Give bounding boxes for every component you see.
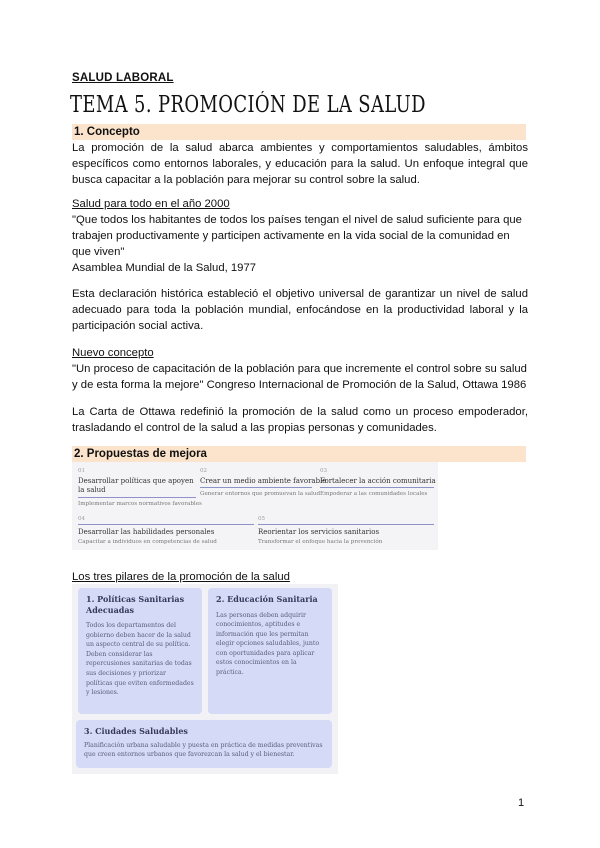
proposal-number: 04 [78,516,85,522]
pillar-card-politicas [78,588,202,714]
pillar-title: 2. Educación Sanitaria [216,594,318,604]
subheading-tres-pilares: Los tres pilares de la promoción de la salud [72,571,290,583]
pillar-body: Las personas deben adquirir conocimientos, aptitudes e información que les permitan elegir opciones saludables, junto con oportunidades para aplicar estos conocimientos en la práctica. [216,611,320,677]
proposal-number: 02 [200,468,207,474]
page-number: 1 [518,797,525,809]
section-heading-concepto: 1. Concepto [72,124,526,140]
proposal-item [320,468,434,497]
proposal-number: 01 [78,468,85,474]
proposal-title: Desarrollar las habilidades personales [78,528,215,536]
course-overline: SALUD LABORAL [72,72,174,84]
proposal-title: Reorientar los servicios sanitarios [258,528,380,536]
proposal-description: Implementar marcos normativos favorables [78,501,202,507]
subheading-salud-2000: Salud para todo en el año 2000 [72,198,230,210]
subheading-nuevo-concepto: Nuevo concepto [72,347,154,359]
section-heading-propuestas: 2. Propuestas de mejora [72,446,526,462]
proposal-description: Capacitar a individuos en competencias de salud [78,539,217,545]
proposal-divider [78,524,254,525]
proposal-item [258,516,434,545]
proposal-title: Crear un medio ambiente favorable [200,477,327,485]
proposal-number: 03 [320,468,327,474]
pillars-panel [72,584,338,774]
proposal-title: Desarrollar políticas que apoyen la salud [78,477,194,494]
proposals-panel [72,462,438,550]
proposal-item [78,468,202,507]
pillar-card-ciudades [76,720,332,768]
pillar-card-educacion [208,588,332,714]
page-title: TEMA 5. PROMOCIÓN DE LA SALUD [70,92,426,118]
pillar-body: Planificación urbana saludable y puesta en práctica de medidas preventivas que creen entornos urbanos que favorezcan la salud y el bienestar. [84,741,323,759]
quote-nuevo-concepto: "Un proceso de capacitación de la población para que incremente el control sobre su salud y de esta forma la mejore" Congreso Internacional de Promoción de la Salud, Ottawa 1986 [72,363,527,392]
quote-source-1977: Asamblea Mundial de la Salud, 1977 [72,262,257,274]
proposal-description: Generar entornos que promuevan la salud [200,491,321,497]
pillar-title: 3. Ciudades Saludables [84,726,188,736]
proposal-item [78,516,254,545]
proposal-description: Empoderar a las comunidades locales [320,491,428,497]
pillar-title: 1. Políticas Sanitarias Adecuadas [86,594,185,615]
proposal-divider [78,497,196,498]
proposal-title: Fortalecer la acción comunitaria [320,477,436,485]
ottawa-paragraph: La Carta de Ottawa redefinió la promoción de la salud como un proceso empoderador, trasladando el control de la salud a las propias personas y comunidades. [72,406,528,435]
proposal-divider [200,487,312,488]
declaracion-paragraph: Esta declaración histórica estableció el objetivo universal de garantizar un nivel de salud adecuado para toda la población mundial, enfocándose en la productividad laboral y la participación social activa. [72,288,528,333]
proposal-divider [258,524,434,525]
proposal-number: 05 [258,516,265,522]
proposal-divider [320,487,434,488]
intro-paragraph: La promoción de la salud abarca ambientes y comportamientos saludables, ámbitos específicos como entornos laborales, y educación para la salud. Un enfoque integral que busca capacitar a la población para mejorar su control sobre la salud. [72,142,528,187]
quote-salud-2000: "Que todos los habitantes de todos los países tengan el nivel de salud suficiente para que trabajen productivamente y participen activamente en la vida social de la comunidad en que viven" [72,214,522,259]
pillar-body: Todos los departamentos del gobierno deben hacer de la salud un aspecto central de su política. Deben considerar las repercusiones sanitarias de todas sus decisiones y priorizar políticas que eviten enfermedades y lesiones. [86,622,194,697]
proposal-description: Transformar el enfoque hacia la prevención [258,539,383,545]
